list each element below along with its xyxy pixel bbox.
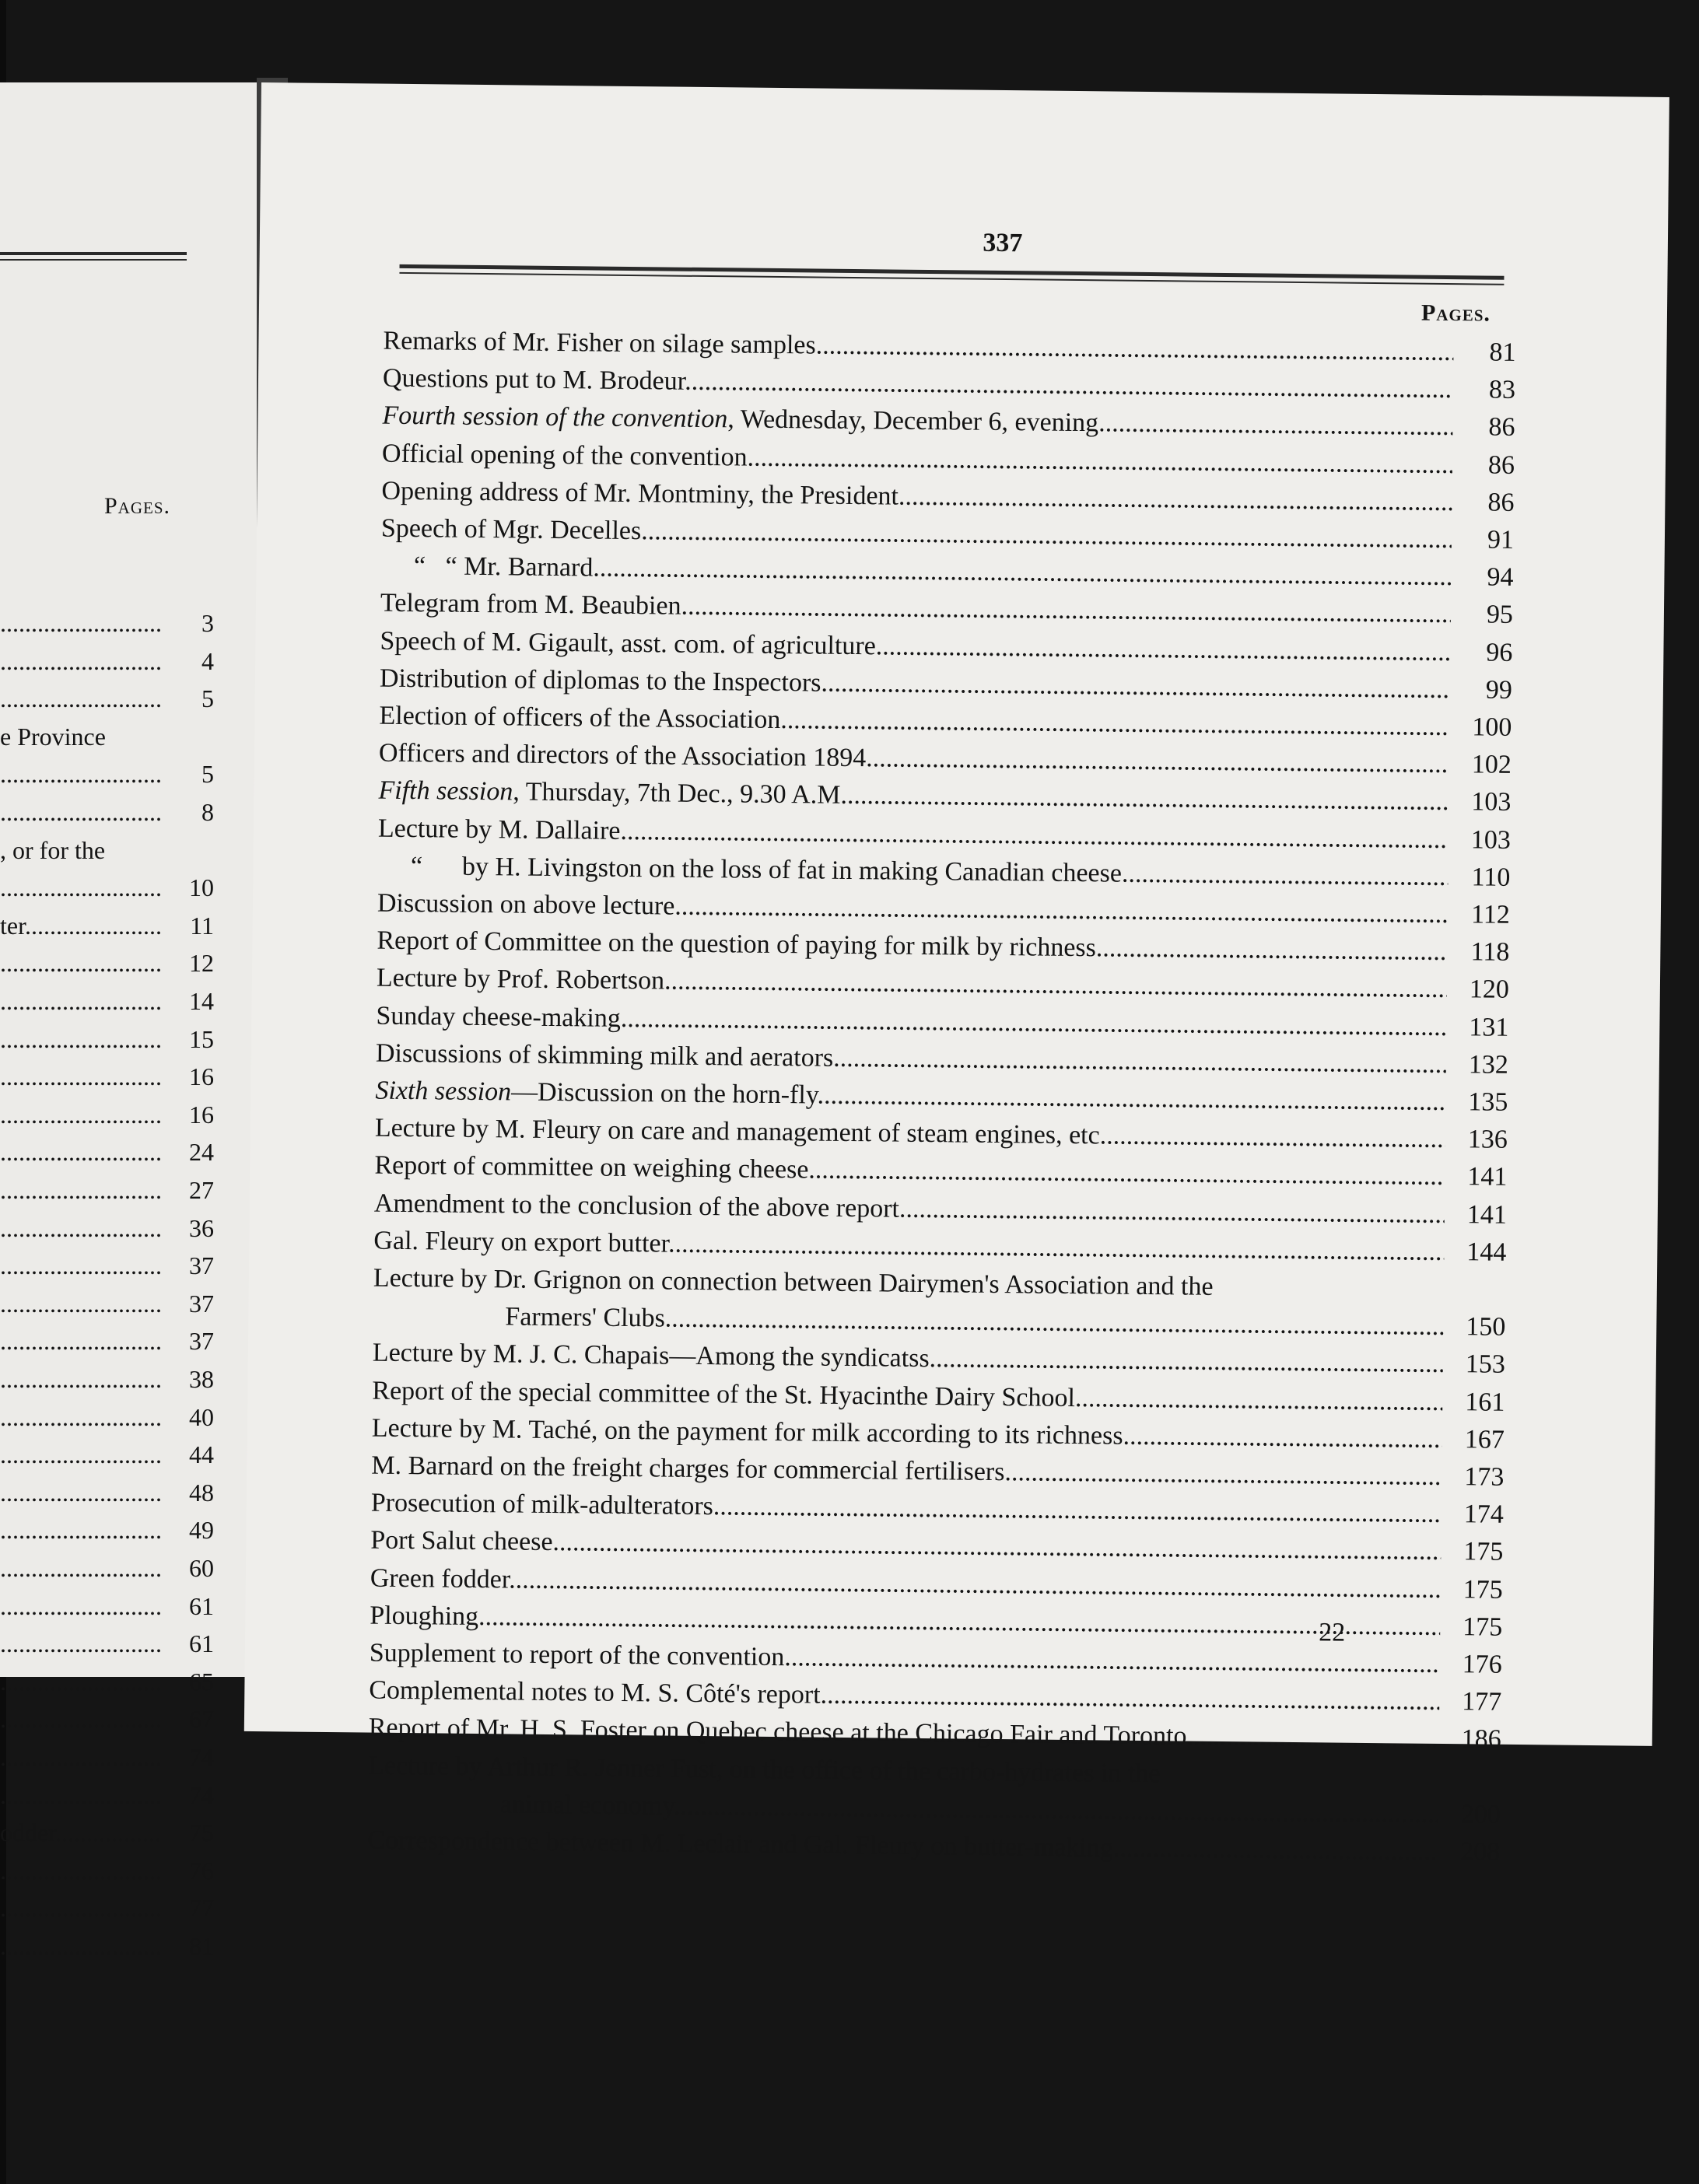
left-toc-title	[0, 873, 163, 902]
left-toc-page: 3	[201, 609, 214, 637]
left-toc-row	[0, 1738, 214, 1772]
toc-page-number: 86	[1487, 488, 1515, 517]
left-toc-title	[0, 1251, 163, 1280]
toc-title: Report of committee on weighing cheese	[374, 1150, 809, 1185]
left-toc-row	[0, 1209, 214, 1243]
left-toc-title	[0, 1176, 163, 1205]
left-toc-page: 61	[189, 1591, 214, 1620]
left-toc-title	[0, 949, 163, 978]
toc-title: Complemental notes to M. S. Côté's report	[369, 1675, 821, 1710]
signature-number: 22	[1319, 1618, 1346, 1647]
toc-title: Lecture by M. Fleury on care and management of steam engines, etc	[374, 1113, 1100, 1150]
toc-page-number: 110	[1471, 863, 1511, 892]
left-toc-page: 14	[189, 987, 214, 1015]
left-toc-row	[0, 1624, 214, 1658]
toc-title: “ “ Mr. Barnard	[380, 551, 594, 583]
toc-title: Green fodder	[370, 1563, 510, 1594]
left-toc-title	[0, 1629, 163, 1658]
toc-page-number: 132	[1468, 1050, 1509, 1080]
left-page	[0, 82, 257, 1960]
toc-page-number: 175	[1463, 1612, 1503, 1642]
left-toc-title	[0, 1025, 163, 1054]
left-toc-title	[0, 1440, 163, 1469]
left-toc-title	[0, 1668, 163, 1696]
toc-page-number: 96	[1486, 638, 1513, 667]
toc-title: Amendment to the conclusion of the above report	[373, 1188, 900, 1223]
left-toc-title	[0, 1743, 163, 1772]
toc-page-number: 100	[1472, 712, 1512, 742]
left-toc-row	[0, 1057, 214, 1091]
toc-page-number: 176	[1462, 1650, 1502, 1679]
toc-page-number: 174	[1463, 1500, 1504, 1530]
toc-title: Official opening of the convention	[381, 439, 748, 472]
left-toc-page: 61	[189, 1629, 214, 1658]
left-toc-page: 67	[189, 1705, 214, 1734]
left-toc-page: 74	[189, 1780, 214, 1809]
left-toc-row	[0, 604, 214, 638]
right-page	[244, 82, 1669, 1867]
toc-page-number: 200	[1460, 1800, 1501, 1829]
left-toc-title	[0, 647, 163, 676]
toc-page-number: 112	[1470, 900, 1511, 929]
left-toc-page: 12	[189, 949, 214, 978]
left-toc-page: 37	[189, 1251, 214, 1280]
left-toc-page: 40	[189, 1402, 214, 1431]
toc-title: Supplement to report of the convention	[369, 1638, 785, 1672]
toc-title: Speech of Mgr. Decelles	[380, 513, 642, 546]
toc-page-number: 141	[1466, 1199, 1508, 1230]
toc-title: M. Barnard on the freight charges for commercial fertilisers	[371, 1451, 1005, 1487]
left-toc-row	[0, 1662, 214, 1696]
toc-page-number: 175	[1463, 1574, 1503, 1605]
left-toc-page: 15	[189, 1024, 214, 1053]
toc-title: Farmers' Clubs	[373, 1300, 665, 1333]
toc-page-number: 103	[1471, 787, 1512, 817]
left-toc-title	[0, 1403, 163, 1432]
left-toc-page: 76	[189, 1856, 214, 1885]
toc-page-number	[1442, 1792, 1501, 1793]
left-toc-page: 11	[190, 911, 214, 940]
left-toc-row	[0, 1927, 214, 1961]
toc-page-number: 175	[1463, 1537, 1504, 1567]
toc-title: Opening address of Mr. Montminy, the President.	[381, 476, 906, 511]
left-toc-page: 44	[189, 1440, 214, 1469]
left-pages-label: Pages.	[104, 493, 171, 519]
left-toc-page: 38	[189, 1365, 214, 1393]
toc-page-number: 167	[1464, 1425, 1505, 1454]
left-toc-row	[0, 1776, 214, 1810]
left-toc-row	[0, 1020, 214, 1054]
toc-page-number: 94	[1487, 562, 1514, 593]
left-toc-title	[0, 760, 163, 789]
left-toc-title	[0, 1592, 163, 1621]
toc-title: Lecture by Arthur R. Jenner Fust, on the office of the carbo-hydrates in the	[368, 1751, 1161, 1788]
left-toc-title: ter .....	[0, 912, 163, 940]
pages-column-label: Pages.	[1421, 299, 1491, 327]
left-toc-title	[0, 987, 163, 1016]
toc-page-number: 95	[1486, 600, 1514, 630]
toc-title: , Wednesday, December 6, evening	[727, 404, 1099, 438]
toc-page-number: 91	[1487, 525, 1515, 555]
left-toc-title	[0, 1327, 163, 1356]
toc-entry	[367, 1826, 1438, 1867]
toc-title: Speech of M. Gigault, asst. com. of agriculture	[380, 626, 876, 660]
left-toc-title	[0, 1479, 163, 1507]
toc-page-number	[1447, 1304, 1506, 1305]
toc-page-number: 120	[1469, 975, 1510, 1005]
left-toc-title	[0, 1062, 163, 1091]
left-toc-title	[0, 1101, 163, 1129]
left-toc-row	[0, 1813, 214, 1847]
toc-page-number: 83	[1488, 375, 1516, 405]
toc-session-heading: Fourth session of the convention	[382, 401, 728, 434]
left-toc-title	[0, 1365, 163, 1394]
left-toc-row	[0, 868, 214, 902]
left-toc-title	[0, 1214, 163, 1243]
left-toc-title	[0, 684, 163, 713]
toc-title: Discussions of skimming milk and aerators	[375, 1038, 834, 1073]
left-toc-title	[0, 798, 163, 827]
toc-title: Questions put to M. Brodeur	[382, 363, 685, 396]
left-toc-page: 27	[189, 1176, 214, 1204]
left-toc-page: 74	[189, 1743, 214, 1771]
toc-title: Officers and directors of the Association 1894	[378, 738, 867, 773]
left-toc-row	[0, 1398, 214, 1432]
toc-page-number: 135	[1468, 1087, 1508, 1117]
left-toc-page: 75	[189, 1818, 214, 1847]
left-toc-page: 77	[189, 1894, 214, 1923]
toc-page-number: 208	[1460, 1837, 1501, 1867]
toc-page-number: 131	[1469, 1012, 1509, 1042]
left-toc-title	[0, 1857, 163, 1885]
left-toc-row	[0, 1510, 214, 1545]
toc-title: , Thursday, 7th Dec., 9.30 A.M	[513, 777, 841, 810]
toc-title: Discussion on above lecture	[377, 888, 675, 921]
toc-title: Distribution of diplomas to the Inspectors	[379, 663, 821, 698]
toc-title: Prosecution of milk-adulterators	[370, 1488, 714, 1521]
left-toc-page: 37	[189, 1289, 214, 1318]
page-number: 337	[983, 228, 1023, 258]
toc-page-number: 173	[1464, 1462, 1505, 1492]
left-toc-page: 16	[189, 1100, 214, 1129]
toc-title: —Discussion on the horn-fly	[510, 1077, 818, 1110]
toc-title: Report of the special committee of the St. Hyacinthe Dairy School	[372, 1376, 1076, 1412]
toc-title: Lecture by Dr. Grignon on connection between Dairymen's Association and the	[373, 1263, 1214, 1301]
left-header-rule	[0, 252, 187, 255]
left-toc-title	[0, 609, 163, 638]
toc-page-number: 103	[1470, 824, 1512, 855]
left-toc-row	[0, 642, 214, 676]
toc-page-number: 118	[1470, 937, 1510, 968]
toc-title: Gal. Fleury on export butter	[373, 1226, 669, 1258]
left-toc-title	[0, 1138, 163, 1167]
left-toc-page: 8	[201, 798, 214, 826]
left-toc-title: odder .....	[0, 1818, 163, 1847]
toc-title: Lecture by M. Dallaire	[377, 814, 621, 845]
left-toc-row	[0, 793, 214, 827]
left-toc-row	[0, 831, 214, 865]
toc-page-number: 81	[1489, 338, 1516, 367]
left-toc-row	[0, 1435, 214, 1469]
left-toc-row	[0, 754, 214, 789]
left-toc-page: 36	[189, 1213, 214, 1242]
toc-session-heading: Sixth session	[375, 1076, 512, 1107]
left-toc-page: 48	[189, 1478, 214, 1507]
left-toc-row	[0, 1095, 214, 1129]
left-toc-title: e Province	[0, 722, 106, 751]
left-toc-row	[0, 1360, 214, 1394]
left-toc-page: 10	[189, 873, 214, 902]
toc-page-number: 161	[1465, 1387, 1505, 1417]
left-toc-title	[0, 1894, 163, 1923]
toc-title: Lecture by M. J. C. Chapais—Among the syndicatss	[372, 1338, 930, 1374]
toc-page-number: 141	[1467, 1162, 1508, 1192]
left-header-rule-thin	[0, 259, 187, 261]
toc-page-number: 99	[1485, 675, 1513, 705]
toc-title: Telegram from M. Beaubien	[380, 589, 681, 621]
left-toc-page: 4	[201, 646, 214, 675]
left-toc-row	[0, 717, 214, 751]
toc-page-number: 86	[1488, 412, 1515, 443]
toc-page-number: 86	[1487, 450, 1515, 480]
left-toc-title	[0, 1705, 163, 1734]
left-toc-row	[0, 1587, 214, 1621]
left-toc-title	[0, 1932, 163, 1961]
toc-title: Lecture by Prof. Robertson	[376, 964, 665, 996]
left-toc-page: 5	[201, 684, 214, 713]
left-toc-row	[0, 1888, 214, 1923]
left-toc-title	[0, 1781, 163, 1810]
toc-title: Ploughing	[370, 1601, 479, 1631]
left-toc-row	[0, 906, 214, 940]
left-toc-page: 24	[189, 1138, 214, 1167]
left-toc-row	[0, 982, 214, 1016]
toc-title: Sunday cheese-making	[376, 1001, 622, 1033]
left-toc-row	[0, 943, 214, 978]
toc-title: Lecture by M. Taché, on the payment for milk according to its richness	[371, 1413, 1123, 1451]
toc-page-number: 136	[1467, 1125, 1508, 1155]
toc-page-number: 150	[1466, 1312, 1506, 1342]
toc-title: Report of Committee on the question of paying for milk by richness	[377, 926, 1097, 963]
left-toc-page: 60	[189, 1554, 214, 1582]
left-toc-page: 65	[189, 1667, 214, 1696]
toc-title: Report of Mr. H. S. Foster on Quebec cheese at the Chicago Fair and Toronto	[368, 1713, 1187, 1751]
left-toc-page: 81	[189, 1932, 214, 1960]
left-toc-row	[0, 1549, 214, 1583]
toc-title: animal economy	[367, 1788, 674, 1821]
toc-page-number: 144	[1466, 1237, 1507, 1267]
left-toc-row	[0, 1699, 214, 1734]
toc-title: Election of officers of the Association	[379, 701, 781, 735]
left-toc-page: 16	[189, 1062, 214, 1091]
toc-title: Remarks of Mr. Fisher on silage samples	[383, 326, 816, 360]
left-toc-row	[0, 1851, 214, 1885]
left-toc-title	[0, 1516, 163, 1545]
left-toc-row	[0, 1473, 214, 1507]
left-toc-page: 49	[189, 1516, 214, 1545]
left-toc-row	[0, 1284, 214, 1318]
left-toc-row	[0, 1321, 214, 1356]
left-toc-page: 37	[189, 1327, 214, 1356]
toc-page-number: 186	[1461, 1724, 1501, 1755]
toc-title: Correspondence between M. Leclair and Gal. Fleury on butter-making	[367, 1825, 1114, 1863]
left-toc-row	[0, 1132, 214, 1167]
left-toc-row	[0, 1171, 214, 1205]
left-toc-title	[0, 1290, 163, 1318]
left-toc-row	[0, 1246, 214, 1280]
toc-page-number: 102	[1471, 750, 1512, 780]
toc-session-heading: Fifth session	[378, 776, 513, 807]
toc-title: Port Salut cheese	[370, 1525, 553, 1557]
left-toc-title	[0, 1554, 163, 1583]
toc-title: “ by H. Livingston on the loss of fat in making Canadian cheese	[377, 851, 1123, 888]
left-toc-row	[0, 679, 214, 713]
toc-page-number: 177	[1462, 1687, 1502, 1717]
toc-page-number: 153	[1465, 1349, 1506, 1380]
left-toc-page: 5	[201, 760, 214, 789]
left-toc-title: , or for the	[0, 835, 106, 864]
